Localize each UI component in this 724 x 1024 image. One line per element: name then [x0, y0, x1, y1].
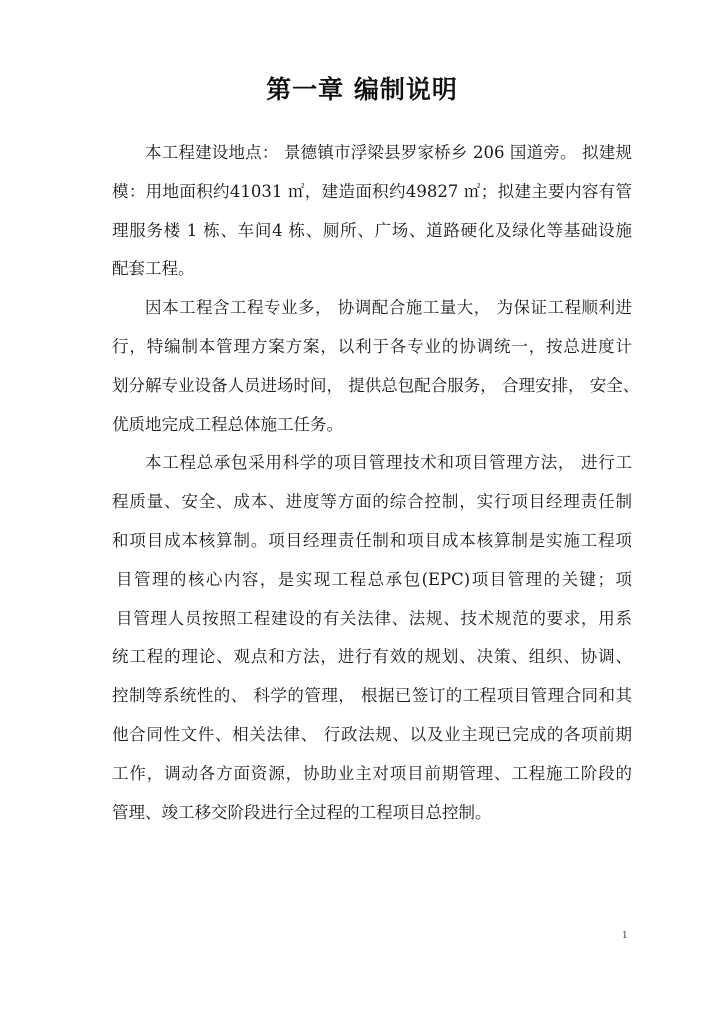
chapter-title: 第一章 编制说明 — [266, 75, 458, 104]
text-line: 因本工程含工程专业多， 协调配合施工量大， 为保证工程顺利进 — [145, 298, 632, 318]
text-line: 模：用地面积约41031 ㎡，建造面积约49827 ㎡；拟建主要内容有管 — [112, 181, 632, 201]
text-line: 目管理的核心内容，是实现工程总承包(EPC)项目管理的关键；项 — [116, 569, 632, 589]
body-text — [112, 141, 640, 839]
text-line: 理服务楼 1 栋、车间4 栋、厕所、广场、道路硬化及绿化等基础设施 — [112, 220, 632, 240]
page-number: 1 — [622, 931, 628, 941]
text-line: 配套工程。 — [112, 259, 195, 279]
text-line: 目管理人员按照工程建设的有关法律、法规、技术规范的要求，用系 — [116, 608, 632, 628]
text-line: 管理、竣工移交阶段进行全过程的工程项目总控制。 — [112, 802, 492, 822]
text-line: 行，特编制本管理方案方案，以利于各专业的协调统一，按总进度计 — [112, 336, 632, 356]
text-line: 本工程总承包采用科学的项目管理技术和项目管理方法， 进行工 — [145, 453, 632, 473]
text-line: 统工程的理论、观点和方法，进行有效的规划、决策、组织、协调、 — [112, 647, 632, 667]
text-line: 本工程建设地点： 景德镇市浮梁县罗家桥乡 206 国道旁。 拟建规 — [145, 143, 632, 162]
text-line: 优质地完成工程总体施工任务。 — [112, 414, 343, 434]
text-line: 工作，调动各方面资源，协助业主对项目前期管理、工程施工阶段的 — [112, 763, 632, 783]
text-line: 程质量、安全、成本、进度等方面的综合控制，实行项目经理责任制 — [112, 492, 632, 512]
text-line: 和项目成本核算制。项目经理责任制和项目成本核算制是实施工程项 — [112, 530, 632, 550]
text-line: 划分解专业设备人员进场时间， 提供总包配合服务， 合理安排， 安全、 — [112, 375, 640, 395]
text-line: 他合同性文件、相关法律、 行政法规、以及业主现已完成的各项前期 — [112, 724, 632, 744]
text-line: 控制等系统性的、 科学的管理， 根据已签订的工程项目管理合同和其 — [112, 686, 632, 706]
